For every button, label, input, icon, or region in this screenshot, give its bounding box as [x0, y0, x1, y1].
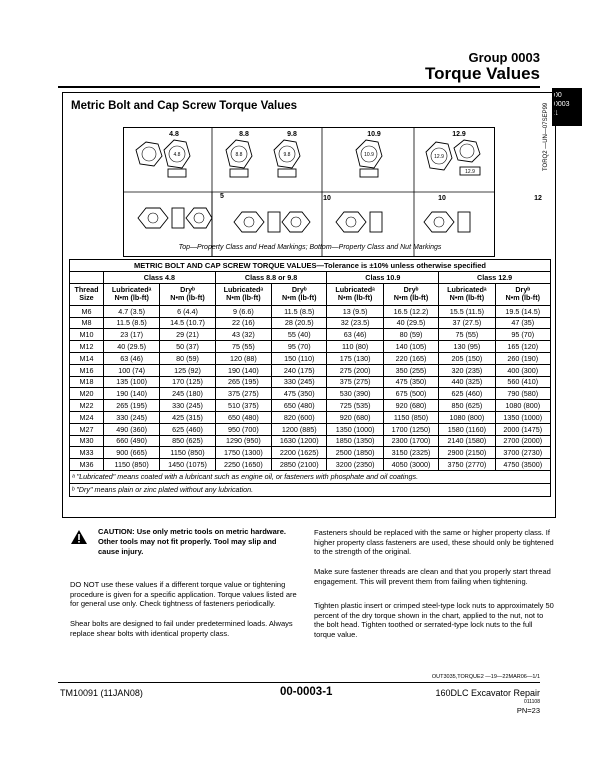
thread-size-header — [70, 283, 104, 305]
dry-torque-cell: 140 (105) — [383, 341, 438, 353]
lubricated-torque-cell: 135 (100) — [104, 376, 160, 388]
lubricated-torque-cell: 320 (235) — [439, 364, 495, 376]
thread-size-cell: M30 — [70, 435, 104, 447]
lubricated-torque-cell: 510 (375) — [215, 400, 271, 412]
lubricated-torque-cell: 2250 (1650) — [215, 459, 271, 471]
dry-torque-cell: 350 (255) — [383, 364, 438, 376]
lubricated-torque-cell: 275 (200) — [327, 364, 383, 376]
dry-header — [495, 283, 550, 305]
lubricated-torque-cell: 2900 (2150) — [439, 447, 495, 459]
dry-torque-cell: 475 (350) — [272, 388, 327, 400]
head-mark: 12.9 — [434, 154, 444, 160]
bolt-nut-illustration — [124, 128, 542, 256]
right-paragraph: Make sure fastener threads are clean and that you properly start thread engagement. This will prevent them from failing when tightening. — [314, 567, 551, 586]
thread-size-cell: M22 — [70, 400, 104, 412]
class-label-bottom: 10 — [438, 195, 446, 202]
lubricated-torque-cell: 900 (665) — [104, 447, 160, 459]
blank-header-cell — [70, 272, 104, 284]
footer-rule — [58, 682, 540, 683]
lubricated-torque-cell: 3200 (2350) — [327, 459, 383, 471]
header-line: N•m (lb-ft) — [393, 293, 429, 303]
dry-torque-cell: 1200 (885) — [272, 423, 327, 435]
thread-size-cell: M27 — [70, 423, 104, 435]
nut-icon — [282, 212, 310, 232]
table-row — [70, 317, 551, 329]
nut-side-icon — [268, 212, 280, 232]
dry-torque-cell: 650 (480) — [272, 400, 327, 412]
lubricated-torque-cell: 375 (275) — [327, 376, 383, 388]
lubricated-torque-cell: 37 (27.5) — [439, 317, 495, 329]
lubricated-header — [327, 283, 383, 305]
class-label-top: 12.9 — [452, 131, 466, 138]
dry-torque-cell: 400 (300) — [495, 364, 550, 376]
torque-table — [69, 259, 551, 497]
lubricated-torque-cell: 920 (680) — [327, 411, 383, 423]
lubricated-torque-cell: 175 (130) — [327, 352, 383, 364]
dry-torque-cell: 475 (350) — [383, 376, 438, 388]
figure-id-tag: TORQ2 —UN—07SEP99 — [543, 102, 549, 171]
thread-size-cell: M36 — [70, 459, 104, 471]
class-header: Class 8.8 or 9.8 — [215, 272, 327, 284]
lubricated-torque-cell: 625 (460) — [439, 388, 495, 400]
dry-torque-cell: 1700 (1250) — [383, 423, 438, 435]
lubricated-torque-cell: 75 (55) — [439, 329, 495, 341]
lubricated-torque-cell: 1580 (1160) — [439, 423, 495, 435]
header-line: N•m (lb-ft) — [226, 293, 261, 303]
head-mark: 9.8 — [283, 152, 291, 158]
dry-torque-cell: 2000 (1475) — [495, 423, 550, 435]
footer-manual-id: TM10091 (11JAN08) — [60, 688, 143, 698]
dry-torque-cell: 3700 (2730) — [495, 447, 550, 459]
dry-torque-cell: 16.5 (12.2) — [383, 305, 438, 317]
table-row — [70, 435, 551, 447]
footer-pn: PN=23 — [516, 706, 540, 715]
header-line: Lubricatedᵃ — [223, 284, 264, 294]
dry-torque-cell: 2850 (2100) — [272, 459, 327, 471]
lubricated-torque-cell: 440 (325) — [439, 376, 495, 388]
bolt-marking-diagram — [123, 127, 542, 257]
tab-line-2: 0003 — [554, 101, 570, 108]
class-label-bottom: 5 — [220, 193, 224, 200]
thread-size-cell: M20 — [70, 388, 104, 400]
header-line: Lubricatedᵃ — [447, 284, 487, 294]
table-row — [70, 364, 551, 376]
dry-torque-cell: 14.5 (10.7) — [160, 317, 215, 329]
lubricated-torque-cell: 1150 (850) — [104, 459, 160, 471]
lubricated-torque-cell: 100 (74) — [104, 364, 160, 376]
dry-torque-cell: 150 (110) — [272, 352, 327, 364]
dry-torque-cell: 4050 (3000) — [383, 459, 438, 471]
table-row — [70, 352, 551, 364]
dry-torque-cell: 170 (125) — [160, 376, 215, 388]
bolt-side-icon — [360, 169, 378, 177]
dry-torque-cell: 2200 (1625) — [272, 447, 327, 459]
thread-size-cell: M24 — [70, 411, 104, 423]
lubricated-torque-cell: 63 (46) — [104, 352, 160, 364]
lubricated-torque-cell: 15.5 (11.5) — [439, 305, 495, 317]
right-paragraph: Tighten plastic insert or crimped steel-type lock nuts to approximately 50 percent of the dry torque shown in the chart, applied to the nut, not to the bolt head. Tighten toothed or serrated-type lock nuts to the full torque value. — [314, 601, 554, 639]
lubricated-torque-cell: 1850 (1350) — [327, 435, 383, 447]
dry-torque-cell: 6 (4.4) — [160, 305, 215, 317]
header-rule — [58, 86, 540, 88]
dry-header — [160, 283, 215, 305]
thread-size-cell: M12 — [70, 341, 104, 353]
nut-icon — [336, 212, 366, 232]
table-row — [70, 341, 551, 353]
table-row — [70, 411, 551, 423]
lubricated-torque-cell: 40 (29.5) — [104, 341, 160, 353]
footer-page-number: 00-0003-1 — [280, 686, 333, 698]
bolt-side-icon — [278, 169, 296, 177]
nut-icon — [234, 212, 264, 232]
dry-torque-cell: 1350 (1000) — [495, 411, 550, 423]
lubricated-torque-cell: 4.7 (3.5) — [104, 305, 160, 317]
dry-torque-cell: 3150 (2325) — [383, 447, 438, 459]
figure-caption: Top—Property Class and Head Markings; Bottom—Property Class and Nut Markings — [178, 244, 442, 251]
dry-torque-cell: 80 (59) — [160, 352, 215, 364]
lubricated-torque-cell: 3750 (2770) — [439, 459, 495, 471]
lubricated-torque-cell: 265 (195) — [104, 400, 160, 412]
footer-code: 011108 — [524, 699, 540, 705]
dry-torque-cell: 19.5 (14.5) — [495, 305, 550, 317]
dry-torque-cell: 790 (580) — [495, 388, 550, 400]
dry-torque-cell: 2700 (2000) — [495, 435, 550, 447]
thread-size-cell: M16 — [70, 364, 104, 376]
lubricated-torque-cell: 1290 (950) — [215, 435, 271, 447]
lubricated-torque-cell: 190 (140) — [215, 364, 271, 376]
lubricated-header — [215, 283, 271, 305]
dry-torque-cell: 220 (165) — [383, 352, 438, 364]
dry-torque-cell: 820 (600) — [272, 411, 327, 423]
table-row — [70, 329, 551, 341]
dry-torque-cell: 1630 (1200) — [272, 435, 327, 447]
dry-torque-cell: 425 (315) — [160, 411, 215, 423]
head-mark: 10.9 — [364, 152, 374, 158]
dry-header — [383, 283, 438, 305]
lubricated-torque-cell: 2500 (1850) — [327, 447, 383, 459]
tab-line-3: 1 — [554, 110, 558, 117]
lubricated-torque-cell: 32 (23.5) — [327, 317, 383, 329]
lubricated-torque-cell: 75 (55) — [215, 341, 271, 353]
nut-side-icon — [370, 212, 382, 232]
header-line: N•m (lb-ft) — [337, 293, 373, 303]
header-line: Size — [79, 293, 94, 303]
table-title: METRIC BOLT AND CAP SCREW TORQUE VALUES—Tolerance is ±10% unless otherwise specified — [70, 260, 551, 272]
dry-torque-cell: 240 (175) — [272, 364, 327, 376]
lubricated-torque-cell: 110 (80) — [327, 341, 383, 353]
lubricated-torque-cell: 13 (9.5) — [327, 305, 383, 317]
page-title: Torque Values — [425, 64, 540, 83]
lubricated-torque-cell: 530 (390) — [327, 388, 383, 400]
table-row — [70, 376, 551, 388]
lubricated-torque-cell: 130 (95) — [439, 341, 495, 353]
lubricated-header — [439, 283, 495, 305]
lubricated-torque-cell: 1750 (1300) — [215, 447, 271, 459]
lubricated-torque-cell: 375 (275) — [215, 388, 271, 400]
lubricated-torque-cell: 190 (140) — [104, 388, 160, 400]
table-row — [70, 305, 551, 317]
reference-code: OUT3035,TORQUE2 —19—22MAR06—1/1 — [431, 674, 540, 680]
dry-torque-cell: 1150 (850) — [383, 411, 438, 423]
header-line: N•m (lb-ft) — [505, 293, 540, 303]
dry-torque-cell: 245 (180) — [160, 388, 215, 400]
dry-torque-cell: 11.5 (8.5) — [272, 305, 327, 317]
torque-table-body — [70, 305, 551, 470]
table-row — [70, 447, 551, 459]
dry-header — [272, 283, 327, 305]
header-line: Lubricatedᵃ — [335, 284, 375, 294]
dry-torque-cell: 260 (190) — [495, 352, 550, 364]
class-header: Class 12.9 — [439, 272, 551, 284]
right-paragraph: Fasteners should be replaced with the same or higher property class. If higher property class fasteners are used, these should only be tightened to the strength of the original. — [314, 528, 554, 557]
table-row — [70, 459, 551, 471]
lubricated-torque-cell: 23 (17) — [104, 329, 160, 341]
column-header-row — [70, 283, 551, 305]
lubricated-torque-cell: 120 (88) — [215, 352, 271, 364]
class-label-bottom: 12 — [534, 195, 542, 202]
thread-size-cell: M6 — [70, 305, 104, 317]
dry-torque-cell: 125 (92) — [160, 364, 215, 376]
warning-triangle-icon — [70, 529, 88, 545]
lubricated-torque-cell: 205 (150) — [439, 352, 495, 364]
dry-torque-cell: 1450 (1075) — [160, 459, 215, 471]
tab-line-1: 00 — [554, 92, 562, 99]
thread-size-cell: M18 — [70, 376, 104, 388]
left-paragraph: Shear bolts are designed to fail under predetermined loads. Always replace shear bolts with identical property class. — [70, 619, 293, 638]
lubricated-torque-cell: 660 (490) — [104, 435, 160, 447]
dry-torque-cell: 850 (625) — [160, 435, 215, 447]
head-mark: 12.9 — [465, 169, 475, 175]
thread-size-cell: M8 — [70, 317, 104, 329]
footer-model: 160DLC Excavator Repair — [435, 688, 540, 698]
header-line: N•m (lb-ft) — [170, 293, 205, 303]
dry-torque-cell: 560 (410) — [495, 376, 550, 388]
class-label-top: 4.8 — [169, 131, 179, 138]
lubricated-torque-cell: 9 (6.6) — [215, 305, 271, 317]
table-row — [70, 423, 551, 435]
bolt-side-icon — [168, 169, 186, 177]
header-line: Dryᵇ — [403, 284, 419, 294]
dry-torque-cell: 55 (40) — [272, 329, 327, 341]
dry-torque-cell: 675 (500) — [383, 388, 438, 400]
table-row — [70, 400, 551, 412]
class-label-top: 9.8 — [287, 131, 297, 138]
dry-torque-cell: 2300 (1700) — [383, 435, 438, 447]
dry-torque-cell: 50 (37) — [160, 341, 215, 353]
dry-torque-cell: 165 (120) — [495, 341, 550, 353]
nut-side-icon — [458, 212, 470, 232]
table-row — [70, 388, 551, 400]
dry-torque-cell: 920 (680) — [383, 400, 438, 412]
lubricated-torque-cell: 2140 (1580) — [439, 435, 495, 447]
lubricated-header — [104, 283, 160, 305]
nut-icon — [424, 212, 454, 232]
section-title: Metric Bolt and Cap Screw Torque Values — [71, 100, 298, 112]
nut-side-icon — [172, 208, 184, 228]
dry-torque-cell: 95 (70) — [495, 329, 550, 341]
caution-text: CAUTION: Use only metric tools on metric hardware. Other tools may not fit properly. Tool may slip and cause injury. — [98, 527, 286, 556]
nut-icon — [138, 208, 168, 228]
left-paragraph: DO NOT use these values if a different torque value or tightening procedure is given for a specific application. Torque values listed are for general use only. Check tightness of fasteners periodically. — [70, 580, 297, 609]
lubricated-torque-cell: 43 (32) — [215, 329, 271, 341]
header-line: N•m (lb-ft) — [114, 293, 149, 303]
lubricated-torque-cell: 11.5 (8.5) — [104, 317, 160, 329]
thread-size-cell: M14 — [70, 352, 104, 364]
dry-torque-cell: 330 (245) — [272, 376, 327, 388]
head-mark: 8.8 — [235, 152, 243, 158]
lubricated-torque-cell: 490 (360) — [104, 423, 160, 435]
torque-chart-frame — [62, 92, 556, 518]
header-line: N•m (lb-ft) — [282, 293, 317, 303]
class-label-top: 8.8 — [239, 131, 249, 138]
lubricated-torque-cell: 1080 (800) — [439, 411, 495, 423]
lubricated-torque-cell: 22 (16) — [215, 317, 271, 329]
lubricated-torque-cell: 850 (625) — [439, 400, 495, 412]
dry-torque-cell: 1150 (850) — [160, 447, 215, 459]
lubricated-torque-cell: 63 (46) — [327, 329, 383, 341]
header-line: Dryᵇ — [180, 284, 195, 294]
header-line: Thread — [74, 284, 99, 294]
thread-size-cell: M10 — [70, 329, 104, 341]
bolt-head-icon — [136, 142, 162, 166]
footnote-b: ᵇ "Dry" means plain or zinc plated without any lubrication. — [70, 483, 551, 496]
footnote-a: ᵃ "Lubricated" means coated with a lubricant such as engine oil, or fasteners with phosphate and oil coatings. — [70, 470, 551, 483]
dry-torque-cell: 4750 (3500) — [495, 459, 550, 471]
group-label: Group 0003 — [468, 50, 540, 65]
class-label-bottom: 10 — [323, 195, 331, 202]
class-header: Class 10.9 — [327, 272, 439, 284]
header-line: Dryᵇ — [515, 284, 531, 294]
head-mark: 4.8 — [173, 152, 181, 158]
nut-icon — [186, 208, 212, 228]
lubricated-torque-cell: 950 (700) — [215, 423, 271, 435]
section-tab — [552, 88, 582, 126]
lubricated-torque-cell: 265 (195) — [215, 376, 271, 388]
thread-size-cell: M33 — [70, 447, 104, 459]
dry-torque-cell: 625 (460) — [160, 423, 215, 435]
lubricated-torque-cell: 725 (535) — [327, 400, 383, 412]
dry-torque-cell: 95 (70) — [272, 341, 327, 353]
bolt-head-icon — [454, 140, 480, 162]
lubricated-torque-cell: 1350 (1000) — [327, 423, 383, 435]
dry-torque-cell: 1080 (800) — [495, 400, 550, 412]
header-line: Lubricatedᵃ — [111, 284, 152, 294]
dry-torque-cell: 40 (29.5) — [383, 317, 438, 329]
lubricated-torque-cell: 650 (480) — [215, 411, 271, 423]
dry-torque-cell: 47 (35) — [495, 317, 550, 329]
dry-torque-cell: 29 (21) — [160, 329, 215, 341]
dry-torque-cell: 28 (20.5) — [272, 317, 327, 329]
header-line: Dryᵇ — [291, 284, 307, 294]
dry-torque-cell: 80 (59) — [383, 329, 438, 341]
class-header: Class 4.8 — [104, 272, 216, 284]
class-label-top: 10.9 — [367, 131, 381, 138]
dry-torque-cell: 330 (245) — [160, 400, 215, 412]
header-line: N•m (lb-ft) — [449, 293, 485, 303]
lubricated-torque-cell: 330 (245) — [104, 411, 160, 423]
bolt-side-icon — [230, 169, 248, 177]
